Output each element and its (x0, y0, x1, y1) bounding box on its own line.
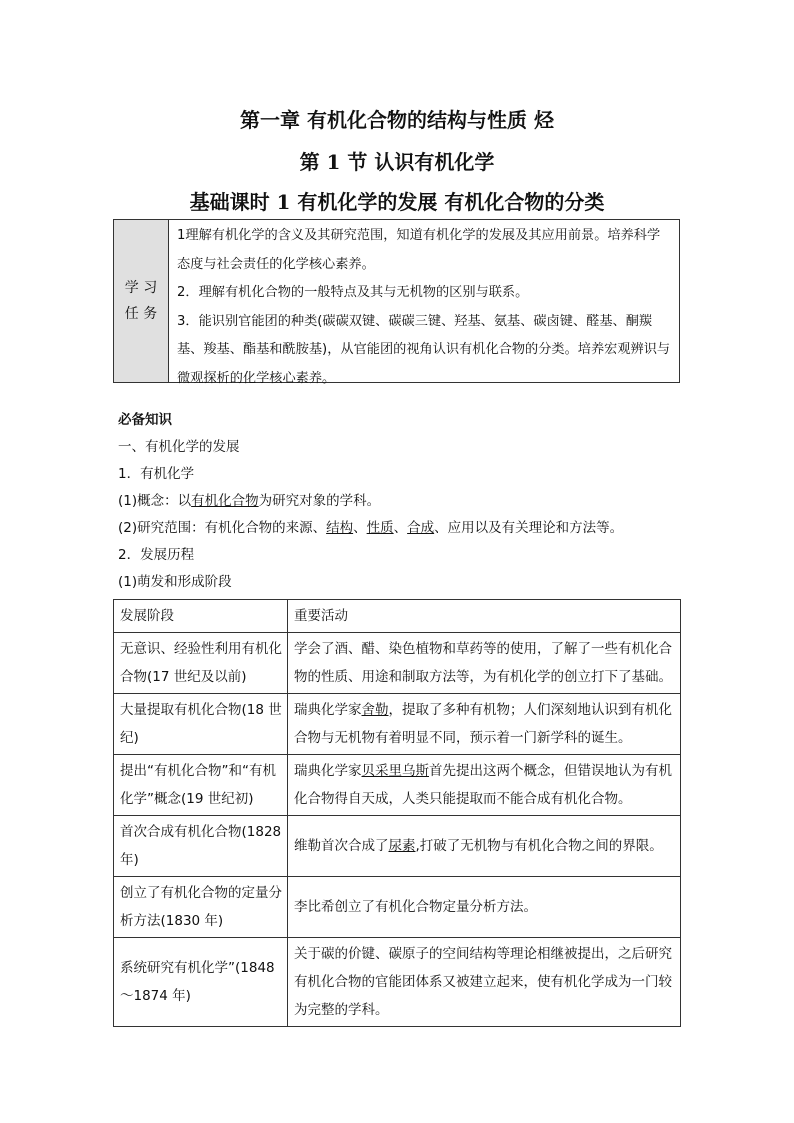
stage-cell: 大量提取有机化合物(18 世纪) (114, 694, 288, 755)
stage-cell: 无意识、经验性利用有机化合物(17 世纪及以前) (114, 633, 288, 694)
task-item: 3．能识别官能团的种类(碳碳双键、碳碳三键、羟基、氨基、碳卤键、醛基、酮羰基、羧基、酯基和酰胺基)，从官能团的视角认识有机化合物的分类。培养宏观辨识与微观探析的化学核心素养。 (177, 313, 671, 386)
activity-suffix: 首先提出这两个概念，但错误地认为有机化合物得自天成，人类只能提取而不能合成有机化合物。 (294, 763, 672, 807)
stage-cell: 首次合成有机化合物(1828 年) (114, 816, 288, 877)
activity-cell (288, 755, 681, 816)
scope-prefix: (2)研究范围：有机化合物的来源、 (118, 520, 327, 536)
task-label-line1: 学 习 (124, 280, 158, 296)
stage-cell: 系统研究有机化学”(1848～1874 年) (114, 938, 288, 1027)
scope-term-synthesis: 合成 (407, 520, 435, 536)
activity-term: 贝采里乌斯 (361, 763, 429, 779)
scope-sep: 、 (393, 520, 408, 536)
concept-term: 有机化合物 (191, 493, 259, 509)
activity-cell (288, 816, 681, 877)
activity-term: 尿素 (388, 838, 416, 854)
task-item: 2．理解有机化合物的一般特点及其与无机物的区别与联系。 (177, 285, 529, 300)
section-heading-development: 一、有机化学的发展 (118, 439, 240, 455)
activity-prefix: 瑞典化学家 (294, 763, 362, 779)
scope-term-structure: 结构 (326, 520, 354, 536)
header-activity: 重要活动 (288, 600, 681, 633)
stage-cell: 创立了有机化合物的定量分析方法(1830 年) (114, 877, 288, 938)
concept-prefix: (1)概念：以 (118, 493, 192, 509)
activity-suffix: ，提取了多种有机物；人们深刻地认识到有机化合物与无机物有着明显不同，预示着一门新学科的诞生。 (294, 702, 672, 746)
section-title: 第 1 节 认识有机化学 (299, 150, 495, 174)
activity-term: 舍勒 (361, 702, 389, 718)
table-row (114, 816, 681, 877)
table-row (114, 755, 681, 816)
activity-prefix: 瑞典化学家 (294, 702, 362, 718)
scope-line (118, 518, 623, 538)
activity-prefix: 维勒首次合成了 (294, 838, 389, 854)
stage-cell: 提出“有机化合物”和“有机化学”概念(19 世纪初) (114, 755, 288, 816)
task-label-line2: 任 务 (124, 306, 158, 322)
subheading-stage: (1)萌发和形成阶段 (118, 574, 232, 590)
activity-cell: 关于碳的价键、碳原子的空间结构等理论相继被提出，之后研究有机化合物的官能团体系又被建立起来，使有机化学成为一门较为完整的学科。 (288, 938, 681, 1027)
activity-cell (288, 694, 681, 755)
learning-task-content (169, 220, 679, 386)
lesson-title: 基础课时 1 有机化学的发展 有机化合物的分类 (189, 190, 605, 214)
header-stage: 发展阶段 (114, 600, 288, 633)
table-row (114, 694, 681, 755)
learning-task-label (114, 220, 169, 382)
scope-suffix: 、应用以及有关理论和方法等。 (434, 520, 624, 536)
activity-cell: 李比希创立了有机化合物定量分析方法。 (288, 877, 681, 938)
table-row (114, 877, 681, 938)
activity-cell: 学会了酒、醋、染色植物和草药等的使用，了解了一些有机化合物的性质、用途和制取方法等，为有机化学的创立打下了基础。 (288, 633, 681, 694)
scope-term-property: 性质 (366, 520, 394, 536)
development-table (113, 599, 681, 1027)
table-row (114, 938, 681, 1027)
task-item: 1理解有机化学的含义及其研究范围，知道有机化学的发展及其应用前景。培养科学态度与社会责任的化学核心素养。 (177, 228, 661, 272)
essential-knowledge-heading: 必备知识 (118, 412, 172, 428)
subheading-history: 2．发展历程 (118, 547, 195, 563)
chapter-title: 第一章 有机化合物的结构与性质 烃 (240, 108, 554, 132)
subheading-organic-chemistry: 1．有机化学 (118, 466, 195, 482)
learning-task-box (113, 219, 680, 386)
table-row (114, 633, 681, 694)
table-header-row (114, 600, 681, 633)
concept-line (118, 491, 380, 511)
concept-suffix: 为研究对象的学科。 (258, 493, 381, 509)
scope-sep: 、 (353, 520, 367, 536)
activity-suffix: ,打破了无机物与有机化合物之间的界限。 (415, 838, 663, 854)
